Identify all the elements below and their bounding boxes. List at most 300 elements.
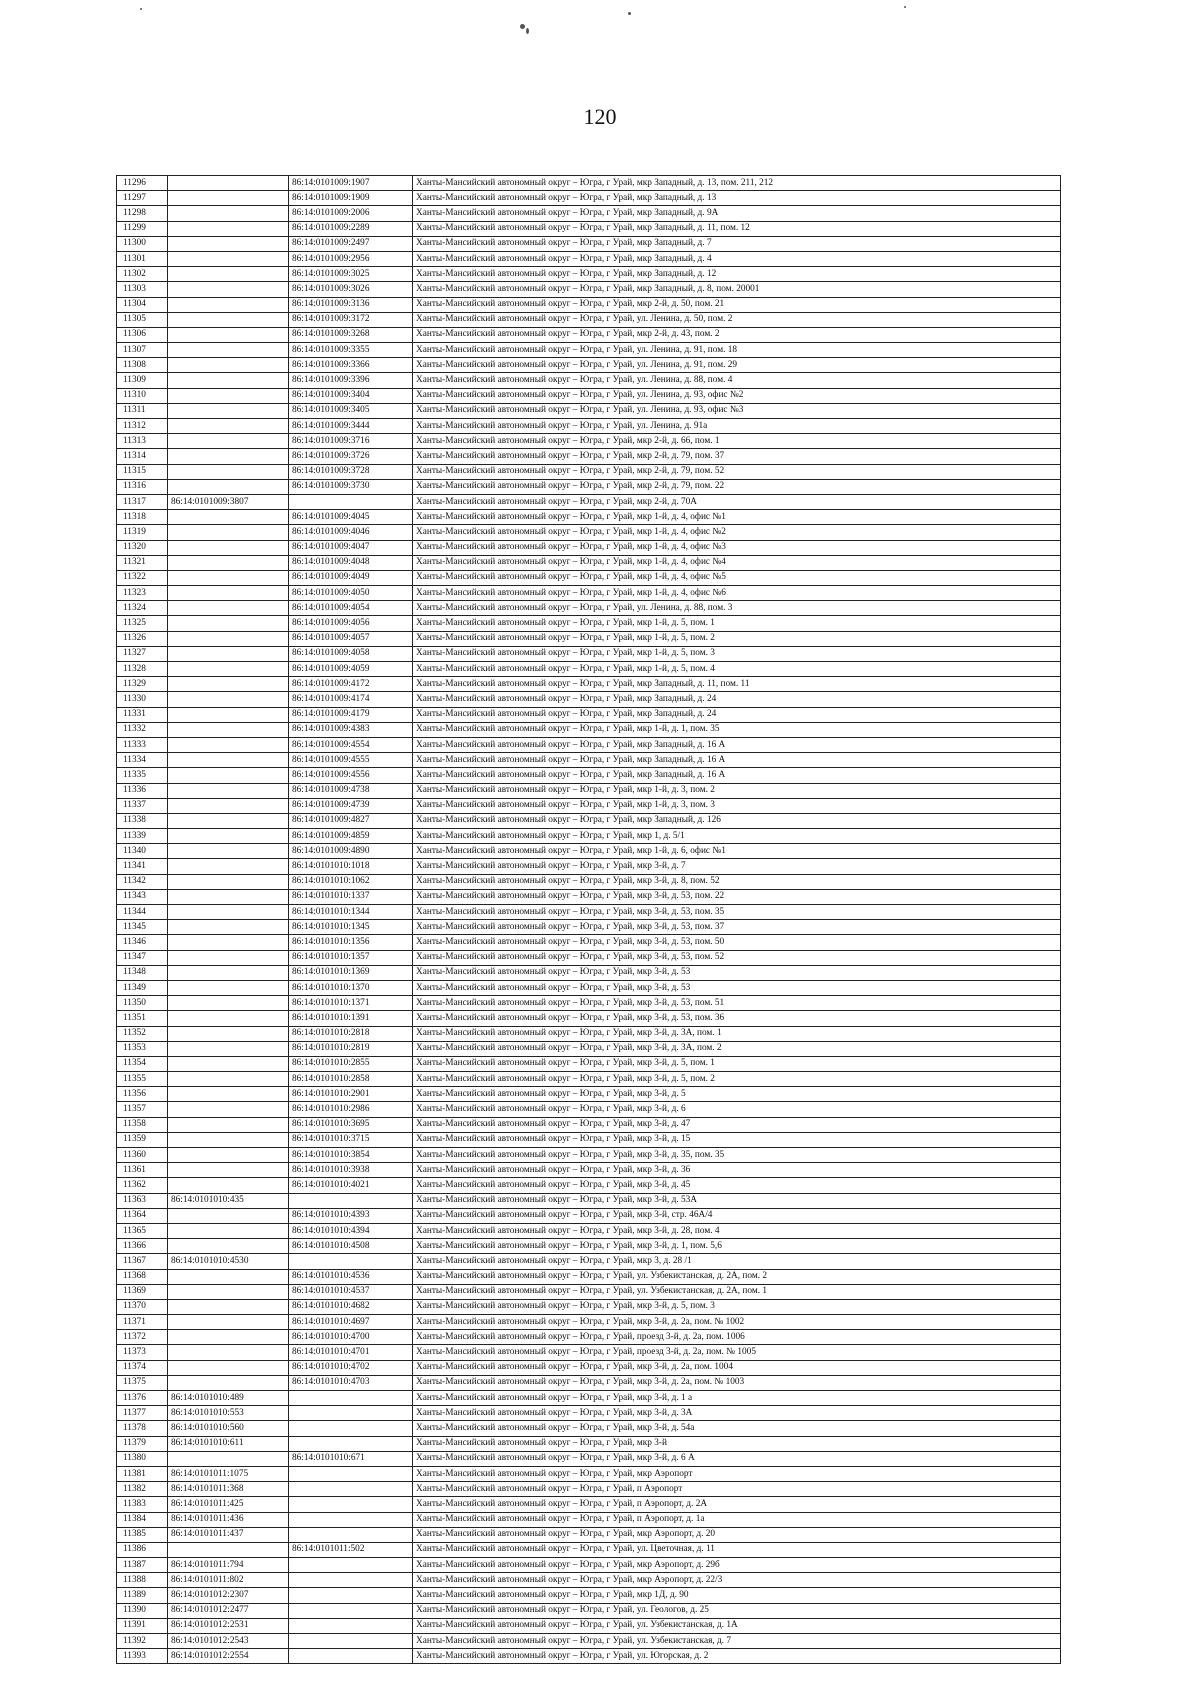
table-row <box>117 1102 1061 1117</box>
address-cell: Ханты-Мансийский автономный округ – Югра, г Урай, мкр Западный, д. 126 <box>413 813 1061 828</box>
address-cell: Ханты-Мансийский автономный округ – Югра, г Урай, мкр 3-й, д. 53, пом. 22 <box>413 889 1061 904</box>
address-cell: Ханты-Мансийский автономный округ – Югра, г Урай, мкр 3-й, д. 53, пом. 51 <box>413 996 1061 1011</box>
cadastral-number-land-cell: 86:14:0101010:489 <box>168 1391 289 1406</box>
row-number-cell: 11365 <box>117 1223 168 1238</box>
row-number-cell: 11390 <box>117 1603 168 1618</box>
cadastral-number-premises-cell: 86:14:0101009:3405 <box>289 403 413 418</box>
address-cell: Ханты-Мансийский автономный округ – Югра, г Урай, п Аэропорт <box>413 1482 1061 1497</box>
cadastral-number-premises-cell: 86:14:0101009:4383 <box>289 722 413 737</box>
cadastral-number-premises-cell <box>289 1618 413 1633</box>
cadastral-number-premises-cell: 86:14:0101009:3730 <box>289 479 413 494</box>
cadastral-number-premises-cell <box>289 494 413 509</box>
cadastral-number-land-cell <box>168 601 289 616</box>
cadastral-number-premises-cell: 86:14:0101009:4050 <box>289 586 413 601</box>
address-cell: Ханты-Мансийский автономный округ – Югра, г Урай, ул. Узбекистанская, д. 1А <box>413 1618 1061 1633</box>
cadastral-number-premises-cell: 86:14:0101010:2901 <box>289 1087 413 1102</box>
table-row <box>117 403 1061 418</box>
cadastral-number-land-cell <box>168 783 289 798</box>
address-cell: Ханты-Мансийский автономный округ – Югра, г Урай, ул. Геологов, д. 25 <box>413 1603 1061 1618</box>
cadastral-number-premises-cell: 86:14:0101010:4702 <box>289 1360 413 1375</box>
cadastral-number-premises-cell: 86:14:0101009:4890 <box>289 844 413 859</box>
cadastral-number-land-cell: 86:14:0101012:2307 <box>168 1588 289 1603</box>
address-cell: Ханты-Мансийский автономный округ – Югра, г Урай, мкр 3-й, д. 3А <box>413 1406 1061 1421</box>
address-cell: Ханты-Мансийский автономный округ – Югра, г Урай, мкр 2-й, д. 66, пом. 1 <box>413 434 1061 449</box>
cadastral-number-land-cell <box>168 1163 289 1178</box>
address-cell: Ханты-Мансийский автономный округ – Югра, г Урай, мкр 3-й, д. 5, пом. 2 <box>413 1072 1061 1087</box>
cadastral-number-land-cell <box>168 1087 289 1102</box>
address-cell: Ханты-Мансийский автономный округ – Югра, г Урай, мкр 3-й, д. 53 <box>413 965 1061 980</box>
table-row <box>117 221 1061 236</box>
cadastral-number-land-cell: 86:14:0101011:802 <box>168 1573 289 1588</box>
table-row <box>117 236 1061 251</box>
cadastral-number-land-cell <box>168 1132 289 1147</box>
cadastral-number-land-cell <box>168 631 289 646</box>
address-cell: Ханты-Мансийский автономный округ – Югра, г Урай, проезд 3-й, д. 2а, пом. 1006 <box>413 1330 1061 1345</box>
cadastral-number-land-cell <box>168 403 289 418</box>
cadastral-number-premises-cell: 86:14:0101009:4827 <box>289 813 413 828</box>
row-number-cell: 11352 <box>117 1026 168 1041</box>
cadastral-number-premises-cell: 86:14:0101010:2819 <box>289 1041 413 1056</box>
table-row <box>117 813 1061 828</box>
table-row <box>117 950 1061 965</box>
row-number-cell: 11305 <box>117 312 168 327</box>
table-row <box>117 965 1061 980</box>
row-number-cell: 11312 <box>117 419 168 434</box>
cadastral-number-land-cell <box>168 813 289 828</box>
cadastral-number-land-cell: 86:14:0101010:435 <box>168 1193 289 1208</box>
cadastral-number-premises-cell: 86:14:0101009:4059 <box>289 662 413 677</box>
row-number-cell: 11371 <box>117 1315 168 1330</box>
address-cell: Ханты-Мансийский автономный округ – Югра, г Урай, мкр 3-й, д. 5 <box>413 1087 1061 1102</box>
cadastral-number-premises-cell: 86:14:0101009:4049 <box>289 570 413 585</box>
cadastral-number-premises-cell: 86:14:0101010:1369 <box>289 965 413 980</box>
cadastral-number-premises-cell: 86:14:0101010:1337 <box>289 889 413 904</box>
cadastral-number-premises-cell: 86:14:0101009:3268 <box>289 327 413 342</box>
cadastral-number-land-cell <box>168 1239 289 1254</box>
table-row <box>117 1315 1061 1330</box>
table-row <box>117 798 1061 813</box>
address-cell: Ханты-Мансийский автономный округ – Югра, г Урай, ул. Ленина, д. 88, пом. 3 <box>413 601 1061 616</box>
table-row <box>117 1512 1061 1527</box>
table-row <box>117 449 1061 464</box>
address-cell: Ханты-Мансийский автономный округ – Югра, г Урай, мкр Западный, д. 7 <box>413 236 1061 251</box>
table-row <box>117 1284 1061 1299</box>
cadastral-number-land-cell: 86:14:0101012:2554 <box>168 1649 289 1664</box>
cadastral-number-land-cell: 86:14:0101011:1075 <box>168 1466 289 1481</box>
row-number-cell: 11338 <box>117 813 168 828</box>
cadastral-number-land-cell <box>168 191 289 206</box>
cadastral-number-land-cell: 86:14:0101011:436 <box>168 1512 289 1527</box>
address-cell: Ханты-Мансийский автономный округ – Югра, г Урай, мкр Западный, д. 8, пом. 20001 <box>413 282 1061 297</box>
cadastral-number-premises-cell: 86:14:0101009:3716 <box>289 434 413 449</box>
table-row <box>117 905 1061 920</box>
row-number-cell: 11314 <box>117 449 168 464</box>
row-number-cell: 11387 <box>117 1558 168 1573</box>
property-register-table <box>116 175 1061 1664</box>
row-number-cell: 11324 <box>117 601 168 616</box>
cadastral-number-premises-cell <box>289 1466 413 1481</box>
address-cell: Ханты-Мансийский автономный округ – Югра, г Урай, мкр 3-й, д. 5, пом. 1 <box>413 1056 1061 1071</box>
cadastral-number-land-cell <box>168 889 289 904</box>
cadastral-number-premises-cell: 86:14:0101009:4056 <box>289 616 413 631</box>
cadastral-number-premises-cell: 86:14:0101010:2855 <box>289 1056 413 1071</box>
cadastral-number-premises-cell <box>289 1406 413 1421</box>
row-number-cell: 11343 <box>117 889 168 904</box>
address-cell: Ханты-Мансийский автономный округ – Югра, г Урай, мкр 1-й, д. 5, пом. 1 <box>413 616 1061 631</box>
table-row <box>117 1148 1061 1163</box>
cadastral-number-premises-cell: 86:14:0101009:3026 <box>289 282 413 297</box>
cadastral-number-land-cell <box>168 297 289 312</box>
row-number-cell: 11382 <box>117 1482 168 1497</box>
table-row <box>117 1649 1061 1664</box>
cadastral-number-premises-cell <box>289 1254 413 1269</box>
cadastral-number-premises-cell <box>289 1421 413 1436</box>
table-row <box>117 677 1061 692</box>
cadastral-number-premises-cell: 86:14:0101009:2497 <box>289 236 413 251</box>
row-number-cell: 11348 <box>117 965 168 980</box>
row-number-cell: 11344 <box>117 905 168 920</box>
address-cell: Ханты-Мансийский автономный округ – Югра, г Урай, ул. Узбекистанская, д. 2А, пом. 2 <box>413 1269 1061 1284</box>
table-row <box>117 692 1061 707</box>
cadastral-number-land-cell <box>168 251 289 266</box>
address-cell: Ханты-Мансийский автономный округ – Югра, г Урай, ул. Узбекистанская, д. 7 <box>413 1634 1061 1649</box>
table-row <box>117 1436 1061 1451</box>
cadastral-number-land-cell <box>168 1223 289 1238</box>
cadastral-number-land-cell <box>168 677 289 692</box>
row-number-cell: 11372 <box>117 1330 168 1345</box>
cadastral-number-premises-cell: 86:14:0101009:3404 <box>289 388 413 403</box>
cadastral-number-land-cell <box>168 829 289 844</box>
cadastral-number-premises-cell: 86:14:0101010:1344 <box>289 905 413 920</box>
row-number-cell: 11351 <box>117 1011 168 1026</box>
address-cell: Ханты-Мансийский автономный округ – Югра, г Урай, мкр 1-й, д. 4, офис №2 <box>413 525 1061 540</box>
row-number-cell: 11300 <box>117 236 168 251</box>
address-cell: Ханты-Мансийский автономный округ – Югра, г Урай, мкр 3-й, д. 6 <box>413 1102 1061 1117</box>
cadastral-number-land-cell <box>168 540 289 555</box>
cadastral-number-land-cell <box>168 1148 289 1163</box>
address-cell: Ханты-Мансийский автономный округ – Югра, г Урай, мкр 3-й, д. 2а, пом. № 1003 <box>413 1375 1061 1390</box>
row-number-cell: 11310 <box>117 388 168 403</box>
row-number-cell: 11330 <box>117 692 168 707</box>
row-number-cell: 11309 <box>117 373 168 388</box>
table-row <box>117 1011 1061 1026</box>
cadastral-number-land-cell <box>168 844 289 859</box>
address-cell: Ханты-Мансийский автономный округ – Югра, г Урай, мкр Западный, д. 11, пом. 11 <box>413 677 1061 692</box>
cadastral-number-premises-cell: 86:14:0101009:4172 <box>289 677 413 692</box>
cadastral-number-land-cell <box>168 1011 289 1026</box>
cadastral-number-land-cell <box>168 646 289 661</box>
address-cell: Ханты-Мансийский автономный округ – Югра, г Урай, мкр Западный, д. 16 А <box>413 768 1061 783</box>
row-number-cell: 11311 <box>117 403 168 418</box>
table-row <box>117 1254 1061 1269</box>
cadastral-number-land-cell <box>168 1117 289 1132</box>
row-number-cell: 11354 <box>117 1056 168 1071</box>
address-cell: Ханты-Мансийский автономный округ – Югра, г Урай, мкр 1-й, д. 5, пом. 2 <box>413 631 1061 646</box>
cadastral-number-land-cell <box>168 692 289 707</box>
cadastral-number-land-cell <box>168 419 289 434</box>
cadastral-number-land-cell <box>168 905 289 920</box>
row-number-cell: 11315 <box>117 464 168 479</box>
cadastral-number-premises-cell: 86:14:0101010:3938 <box>289 1163 413 1178</box>
cadastral-number-land-cell <box>168 965 289 980</box>
cadastral-number-land-cell <box>168 707 289 722</box>
row-number-cell: 11385 <box>117 1527 168 1542</box>
cadastral-number-land-cell <box>168 1330 289 1345</box>
cadastral-number-premises-cell: 86:14:0101010:1357 <box>289 950 413 965</box>
address-cell: Ханты-Мансийский автономный округ – Югра, г Урай, мкр 2-й, д. 50, пом. 21 <box>413 297 1061 312</box>
table-row <box>117 540 1061 555</box>
cadastral-number-land-cell <box>168 1345 289 1360</box>
cadastral-number-premises-cell: 86:14:0101010:4697 <box>289 1315 413 1330</box>
row-number-cell: 11339 <box>117 829 168 844</box>
cadastral-number-land-cell <box>168 282 289 297</box>
cadastral-number-premises-cell: 86:14:0101010:2818 <box>289 1026 413 1041</box>
row-number-cell: 11333 <box>117 737 168 752</box>
row-number-cell: 11325 <box>117 616 168 631</box>
table-row <box>117 844 1061 859</box>
cadastral-number-premises-cell <box>289 1588 413 1603</box>
table-row <box>117 1603 1061 1618</box>
address-cell: Ханты-Мансийский автономный округ – Югра, г Урай, мкр 3-й, д. 15 <box>413 1132 1061 1147</box>
row-number-cell: 11368 <box>117 1269 168 1284</box>
address-cell: Ханты-Мансийский автономный округ – Югра, г Урай, мкр 3-й, д. 2а, пом. 1004 <box>413 1360 1061 1375</box>
cadastral-number-premises-cell: 86:14:0101010:1062 <box>289 874 413 889</box>
cadastral-number-premises-cell: 86:14:0101009:3444 <box>289 419 413 434</box>
row-number-cell: 11388 <box>117 1573 168 1588</box>
address-cell: Ханты-Мансийский автономный округ – Югра, г Урай, мкр 3-й, д. 8, пом. 52 <box>413 874 1061 889</box>
cadastral-number-land-cell <box>168 373 289 388</box>
cadastral-number-land-cell <box>168 358 289 373</box>
table-row <box>117 859 1061 874</box>
address-cell: Ханты-Мансийский автономный округ – Югра, г Урай, мкр Аэропорт, д. 29б <box>413 1558 1061 1573</box>
cadastral-number-land-cell <box>168 510 289 525</box>
table-row <box>117 1588 1061 1603</box>
cadastral-number-premises-cell: 86:14:0101010:4536 <box>289 1269 413 1284</box>
table-row <box>117 935 1061 950</box>
address-cell: Ханты-Мансийский автономный округ – Югра, г Урай, ул. Ленина, д. 91, пом. 29 <box>413 358 1061 373</box>
cadastral-number-premises-cell: 86:14:0101009:3366 <box>289 358 413 373</box>
cadastral-number-premises-cell: 86:14:0101009:4174 <box>289 692 413 707</box>
cadastral-number-land-cell <box>168 327 289 342</box>
table-row <box>117 1193 1061 1208</box>
address-cell: Ханты-Мансийский автономный округ – Югра, г Урай, мкр Западный, д. 16 А <box>413 753 1061 768</box>
table-row <box>117 1466 1061 1481</box>
cadastral-number-land-cell: 86:14:0101011:794 <box>168 1558 289 1573</box>
row-number-cell: 11349 <box>117 980 168 995</box>
cadastral-number-premises-cell: 86:14:0101009:1907 <box>289 176 413 191</box>
row-number-cell: 11332 <box>117 722 168 737</box>
cadastral-number-premises-cell: 86:14:0101009:4859 <box>289 829 413 844</box>
address-cell: Ханты-Мансийский автономный округ – Югра, г Урай, мкр 2-й, д. 79, пом. 37 <box>413 449 1061 464</box>
table-row <box>117 980 1061 995</box>
table-row <box>117 1360 1061 1375</box>
cadastral-number-land-cell <box>168 1072 289 1087</box>
row-number-cell: 11331 <box>117 707 168 722</box>
cadastral-number-land-cell <box>168 479 289 494</box>
table-row <box>117 829 1061 844</box>
address-cell: Ханты-Мансийский автономный округ – Югра, г Урай, мкр 3-й, д. 3А, пом. 1 <box>413 1026 1061 1041</box>
row-number-cell: 11299 <box>117 221 168 236</box>
cadastral-number-premises-cell: 86:14:0101009:4048 <box>289 555 413 570</box>
table-row <box>117 996 1061 1011</box>
cadastral-number-land-cell: 86:14:0101011:425 <box>168 1497 289 1512</box>
cadastral-number-land-cell <box>168 1451 289 1466</box>
cadastral-number-premises-cell: 86:14:0101010:4700 <box>289 1330 413 1345</box>
address-cell: Ханты-Мансийский автономный округ – Югра, г Урай, ул. Ленина, д. 50, пом. 2 <box>413 312 1061 327</box>
table-row <box>117 1634 1061 1649</box>
table-row <box>117 267 1061 282</box>
table-row <box>117 479 1061 494</box>
cadastral-number-premises-cell: 86:14:0101010:4394 <box>289 1223 413 1238</box>
address-cell: Ханты-Мансийский автономный округ – Югра, г Урай, мкр Аэропорт, д. 22/3 <box>413 1573 1061 1588</box>
cadastral-number-premises-cell: 86:14:0101010:1391 <box>289 1011 413 1026</box>
row-number-cell: 11297 <box>117 191 168 206</box>
address-cell: Ханты-Мансийский автономный округ – Югра, г Урай, ул. Ленина, д. 91а <box>413 419 1061 434</box>
cadastral-number-premises-cell <box>289 1573 413 1588</box>
cadastral-number-land-cell <box>168 753 289 768</box>
row-number-cell: 11347 <box>117 950 168 965</box>
address-cell: Ханты-Мансийский автономный округ – Югра, г Урай, проезд 3-й, д. 2а, пом. № 1005 <box>413 1345 1061 1360</box>
cadastral-number-land-cell <box>168 206 289 221</box>
row-number-cell: 11366 <box>117 1239 168 1254</box>
cadastral-number-premises-cell: 86:14:0101010:3854 <box>289 1148 413 1163</box>
cadastral-number-land-cell <box>168 388 289 403</box>
address-cell: Ханты-Мансийский автономный округ – Югра, г Урай, мкр 3-й, стр. 46А/4 <box>413 1208 1061 1223</box>
table-row <box>117 662 1061 677</box>
row-number-cell: 11340 <box>117 844 168 859</box>
address-cell: Ханты-Мансийский автономный округ – Югра, г Урай, мкр 1-й, д. 4, офис №1 <box>413 510 1061 525</box>
address-cell: Ханты-Мансийский автономный округ – Югра, г Урай, мкр 3-й, д. 1, пом. 5,6 <box>413 1239 1061 1254</box>
cadastral-number-land-cell <box>168 1542 289 1557</box>
table-row <box>117 1558 1061 1573</box>
row-number-cell: 11321 <box>117 555 168 570</box>
row-number-cell: 11320 <box>117 540 168 555</box>
cadastral-number-premises-cell: 86:14:0101009:4047 <box>289 540 413 555</box>
address-cell: Ханты-Мансийский автономный округ – Югра, г Урай, мкр 3-й, д. 2а, пом. № 1002 <box>413 1315 1061 1330</box>
cadastral-number-premises-cell: 86:14:0101010:1345 <box>289 920 413 935</box>
table-row <box>117 1056 1061 1071</box>
table-row <box>117 191 1061 206</box>
cadastral-number-premises-cell <box>289 1391 413 1406</box>
row-number-cell: 11356 <box>117 1087 168 1102</box>
address-cell: Ханты-Мансийский автономный округ – Югра, г Урай, мкр Аэропорт, д. 20 <box>413 1527 1061 1542</box>
cadastral-number-land-cell <box>168 920 289 935</box>
table-row <box>117 1026 1061 1041</box>
row-number-cell: 11313 <box>117 434 168 449</box>
cadastral-number-land-cell: 86:14:0101012:2477 <box>168 1603 289 1618</box>
address-cell: Ханты-Мансийский автономный округ – Югра, г Урай, мкр 1-й, д. 4, офис №5 <box>413 570 1061 585</box>
address-cell: Ханты-Мансийский автономный округ – Югра, г Урай, мкр 3-й, д. 3А, пом. 2 <box>413 1041 1061 1056</box>
address-cell: Ханты-Мансийский автономный округ – Югра, г Урай, мкр Западный, д. 13, пом. 211, 212 <box>413 176 1061 191</box>
table-row <box>117 343 1061 358</box>
address-cell: Ханты-Мансийский автономный округ – Югра, г Урай, мкр 3, д. 28 /1 <box>413 1254 1061 1269</box>
cadastral-number-premises-cell: 86:14:0101010:4701 <box>289 1345 413 1360</box>
cadastral-number-land-cell <box>168 1056 289 1071</box>
table-row <box>117 282 1061 297</box>
row-number-cell: 11355 <box>117 1072 168 1087</box>
cadastral-number-land-cell <box>168 1375 289 1390</box>
row-number-cell: 11350 <box>117 996 168 1011</box>
row-number-cell: 11317 <box>117 494 168 509</box>
address-cell: Ханты-Мансийский автономный округ – Югра, г Урай, ул. Узбекистанская, д. 2А, пом. 1 <box>413 1284 1061 1299</box>
table-row <box>117 1391 1061 1406</box>
address-cell: Ханты-Мансийский автономный округ – Югра, г Урай, ул. Ленина, д. 93, офис №3 <box>413 403 1061 418</box>
address-cell: Ханты-Мансийский автономный округ – Югра, г Урай, мкр Западный, д. 24 <box>413 692 1061 707</box>
address-cell: Ханты-Мансийский автономный округ – Югра, г Урай, мкр 1-й, д. 3, пом. 3 <box>413 798 1061 813</box>
address-cell: Ханты-Мансийский автономный округ – Югра, г Урай, мкр 3-й, д. 53 <box>413 980 1061 995</box>
cadastral-number-land-cell <box>168 343 289 358</box>
row-number-cell: 11304 <box>117 297 168 312</box>
register-table-body <box>117 176 1061 1664</box>
cadastral-number-premises-cell: 86:14:0101009:4054 <box>289 601 413 616</box>
table-row <box>117 1208 1061 1223</box>
row-number-cell: 11373 <box>117 1345 168 1360</box>
cadastral-number-land-cell <box>168 1360 289 1375</box>
cadastral-number-premises-cell: 86:14:0101009:3025 <box>289 267 413 282</box>
table-row <box>117 707 1061 722</box>
address-cell: Ханты-Мансийский автономный округ – Югра, г Урай, п Аэропорт, д. 1а <box>413 1512 1061 1527</box>
cadastral-number-land-cell: 86:14:0101010:560 <box>168 1421 289 1436</box>
row-number-cell: 11391 <box>117 1618 168 1633</box>
address-cell: Ханты-Мансийский автономный округ – Югра, г Урай, мкр 3-й, д. 53, пом. 52 <box>413 950 1061 965</box>
table-row <box>117 434 1061 449</box>
row-number-cell: 11377 <box>117 1406 168 1421</box>
cadastral-number-land-cell <box>168 768 289 783</box>
cadastral-number-land-cell <box>168 570 289 585</box>
row-number-cell: 11358 <box>117 1117 168 1132</box>
cadastral-number-land-cell <box>168 859 289 874</box>
row-number-cell: 11360 <box>117 1148 168 1163</box>
address-cell: Ханты-Мансийский автономный округ – Югра, г Урай, мкр 3-й, д. 53, пом. 50 <box>413 935 1061 950</box>
table-row <box>117 1041 1061 1056</box>
cadastral-number-land-cell <box>168 950 289 965</box>
cadastral-number-premises-cell: 86:14:0101010:671 <box>289 1451 413 1466</box>
table-row <box>117 1223 1061 1238</box>
row-number-cell: 11376 <box>117 1391 168 1406</box>
table-row <box>117 874 1061 889</box>
table-row <box>117 1527 1061 1542</box>
cadastral-number-land-cell <box>168 586 289 601</box>
address-cell: Ханты-Мансийский автономный округ – Югра, г Урай, мкр 1-й, д. 4, офис №6 <box>413 586 1061 601</box>
cadastral-number-premises-cell <box>289 1193 413 1208</box>
address-cell: Ханты-Мансийский автономный округ – Югра, г Урай, мкр 2-й, д. 79, пом. 52 <box>413 464 1061 479</box>
row-number-cell: 11393 <box>117 1649 168 1664</box>
table-row <box>117 1087 1061 1102</box>
row-number-cell: 11389 <box>117 1588 168 1603</box>
row-number-cell: 11327 <box>117 646 168 661</box>
table-row <box>117 176 1061 191</box>
cadastral-number-premises-cell: 86:14:0101010:4537 <box>289 1284 413 1299</box>
cadastral-number-land-cell: 86:14:0101009:3807 <box>168 494 289 509</box>
cadastral-number-premises-cell: 86:14:0101009:2289 <box>289 221 413 236</box>
cadastral-number-premises-cell: 86:14:0101009:3396 <box>289 373 413 388</box>
cadastral-number-land-cell: 86:14:0101012:2531 <box>168 1618 289 1633</box>
cadastral-number-land-cell <box>168 267 289 282</box>
cadastral-number-land-cell <box>168 874 289 889</box>
cadastral-number-premises-cell: 86:14:0101009:4556 <box>289 768 413 783</box>
address-cell: Ханты-Мансийский автономный округ – Югра, г Урай, ул. Цветочная, д. 11 <box>413 1542 1061 1557</box>
address-cell: Ханты-Мансийский автономный округ – Югра, г Урай, мкр 1, д. 5/1 <box>413 829 1061 844</box>
address-cell: Ханты-Мансийский автономный округ – Югра, г Урай, мкр Аэропорт <box>413 1466 1061 1481</box>
address-cell: Ханты-Мансийский автономный округ – Югра, г Урай, мкр 3-й, д. 54а <box>413 1421 1061 1436</box>
table-row <box>117 206 1061 221</box>
row-number-cell: 11384 <box>117 1512 168 1527</box>
address-cell: Ханты-Мансийский автономный округ – Югра, г Урай, мкр 3-й, д. 53, пом. 37 <box>413 920 1061 935</box>
table-row <box>117 494 1061 509</box>
row-number-cell: 11361 <box>117 1163 168 1178</box>
address-cell: Ханты-Мансийский автономный округ – Югра, г Урай, мкр Западный, д. 4 <box>413 251 1061 266</box>
row-number-cell: 11367 <box>117 1254 168 1269</box>
